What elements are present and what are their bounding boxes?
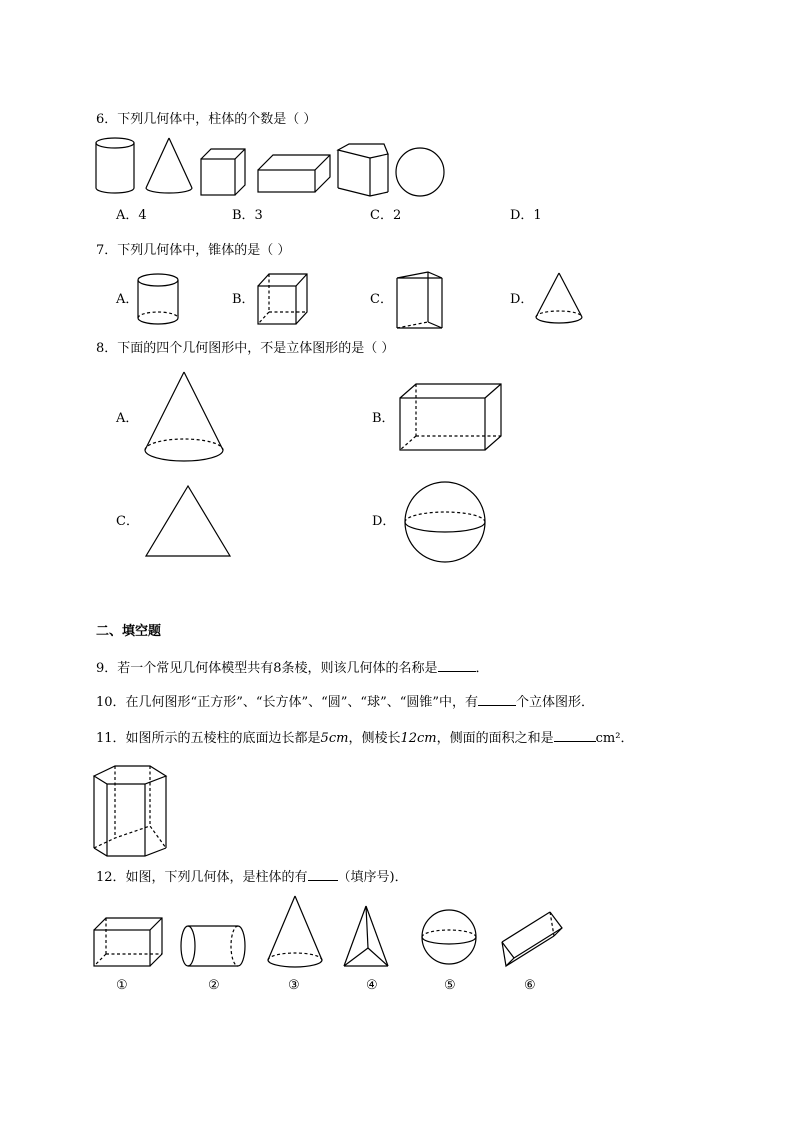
- q6-stem: 6．下列几何体中，柱体的个数是（ ）: [96, 112, 317, 127]
- section-title: 二、填空题: [96, 624, 162, 639]
- q7-option-d: D．: [510, 292, 534, 307]
- q10-stem-a: 10．在几何图形“正方形”、“长方体”、“圆”、“球”、“圆锥”中，有: [96, 695, 479, 710]
- q6-option-c: C．2: [370, 208, 402, 223]
- q12-stem-a: 12．如图，下列几何体，是柱体的有: [96, 870, 308, 885]
- q12-label-1: ①: [116, 978, 128, 993]
- q9-stem-a: 9．若一个常见几何体模型共有8条棱，则该几何体的名称是: [96, 661, 438, 676]
- q7-option-b: B．: [232, 292, 255, 307]
- q8-option-d: D．: [372, 514, 396, 529]
- q9-stem-b: ．: [475, 661, 489, 676]
- q7-option-a: A．: [116, 292, 139, 307]
- triangular-prism-icon: [502, 912, 562, 966]
- q12-stem-b: （填序号)．: [337, 870, 408, 885]
- q6-option-a: A．4: [116, 208, 147, 223]
- q8-option-b: B．: [372, 411, 395, 426]
- q8-option-a: A．: [116, 411, 139, 426]
- q11-stem-d: cm²．: [595, 731, 634, 746]
- q12-label-5: ⑤: [444, 978, 456, 993]
- q12-label-2: ②: [208, 978, 220, 993]
- q8-stem: 8．下面的四个几何图形中，不是立体图形的是（ ）: [96, 341, 395, 356]
- q11-stem-b: ，侧棱长: [348, 731, 401, 746]
- q8-option-c: C．: [116, 514, 139, 529]
- q6-option-b: B．3: [232, 208, 263, 223]
- q7-option-c: C．: [370, 292, 393, 307]
- tetrahedron-icon: [344, 906, 388, 966]
- q12-label-4: ④: [366, 978, 378, 993]
- cylinder-icon: [181, 926, 245, 966]
- q12-label-3: ③: [288, 978, 300, 993]
- q11-lateral-edge: 12cm: [400, 731, 437, 746]
- sphere-icon: [422, 910, 476, 964]
- q12-label-6: ⑥: [524, 978, 536, 993]
- q10-stem-b: 个立体图形．: [516, 695, 595, 710]
- q6-option-d: D．1: [510, 208, 542, 223]
- cone-icon: [268, 896, 322, 967]
- q11-stem-c: ，侧面的面积之和是: [436, 731, 554, 746]
- q7-stem: 7．下列几何体中，锥体的是（ ）: [96, 243, 291, 258]
- cuboid-icon: [94, 918, 162, 966]
- q11-edge-length: 5cm: [320, 731, 349, 746]
- q11-stem-a: 11．如图所示的五棱柱的底面边长都是: [96, 731, 321, 746]
